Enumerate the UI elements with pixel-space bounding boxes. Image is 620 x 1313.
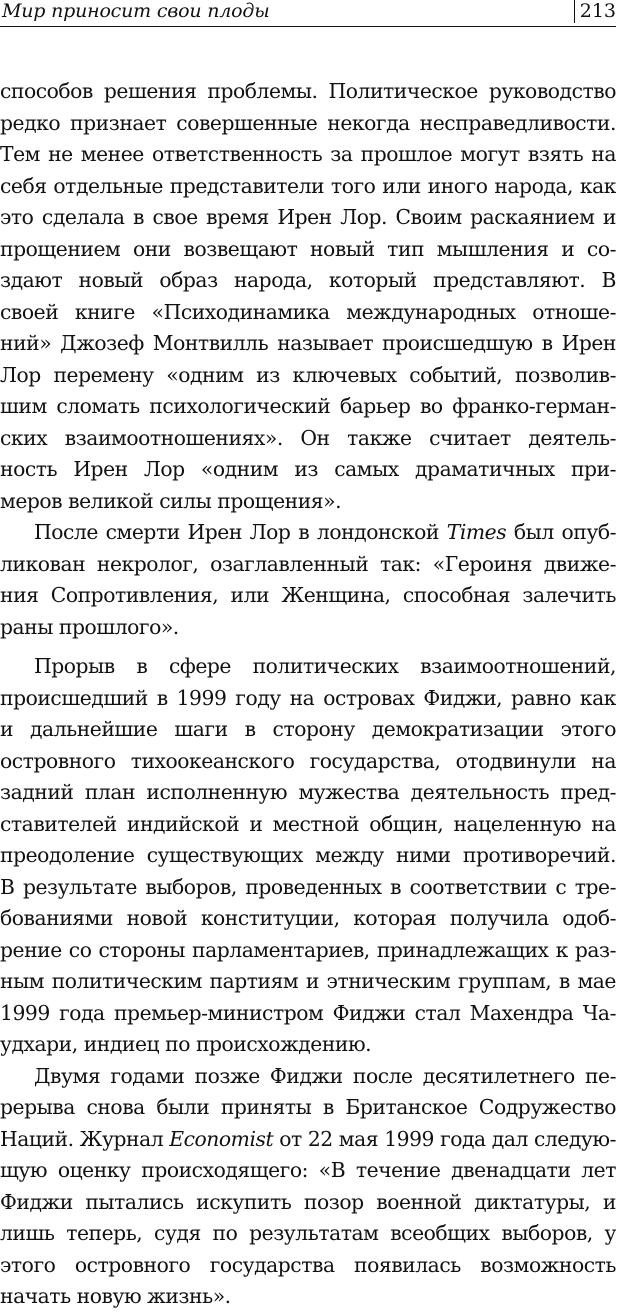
body-text xyxy=(0,76,616,1313)
text-line: и дальнейшие шаги в сторону демократизации этого xyxy=(0,717,616,741)
text-line: В результате выборов, проведенных в соответствии с тре- xyxy=(0,874,616,899)
text-line: здают новый образ народа, который представляют. В xyxy=(0,268,616,292)
text-line: преодоление существующих между ними противоречий. xyxy=(0,843,616,867)
running-title: Мир приносит свои плоды xyxy=(2,0,270,22)
text-line: ным политическим партиям и этническим группам, в мае xyxy=(0,969,616,993)
text-line: меров великой силы прощения». xyxy=(0,488,342,513)
italic-title: Times xyxy=(446,520,507,544)
text-line: щую оценку происходящего: «В течение двенадцати лет xyxy=(0,1158,616,1182)
text-line: этого островного государства появилась возможность xyxy=(0,1252,616,1277)
text-line: способов решения проблемы. Политическое руководство xyxy=(0,79,616,103)
text-line: Тем не менее ответственность за прошлое могут взять на xyxy=(0,142,616,166)
text-line: Двумя годами позже Фиджи после десятилетнего пе- xyxy=(34,1063,616,1088)
text-line: лишь теперь, судя по результатам всеобщих выборов, у xyxy=(0,1221,616,1245)
paragraph xyxy=(0,76,616,517)
paragraph xyxy=(0,651,616,1061)
page-number: 213 xyxy=(574,0,616,23)
text-line: островного тихоокеанского государства, отодвинули на xyxy=(0,748,616,773)
italic-title: Economist xyxy=(169,1126,274,1151)
text-line: ских взаимоотношениях». Он также считает деятель- xyxy=(0,425,616,450)
paragraph xyxy=(0,517,616,643)
text-line: задний план исполненную мужества деятельность пред- xyxy=(0,780,616,804)
text-line: это сделала в свое время Ирен Лор. Своим раскаянием и xyxy=(0,205,616,229)
text-line: Лор перемену «одним из ключевых событий, позволив- xyxy=(0,362,616,387)
text-line: удхари, индиец по происхождению. xyxy=(0,1032,372,1056)
text-line: рерыва снова были приняты в Британское Содружество xyxy=(0,1095,616,1119)
text-line: ния Сопротивления, или Женщина, способная залечить xyxy=(0,583,616,607)
text-line: ставителей индийской и местной общин, нацеленную на xyxy=(0,811,616,836)
text-line: своей книге «Психодинамика международных отноше- xyxy=(0,299,616,324)
text-line: шим сломать психологический барьер во франко-герман- xyxy=(0,394,616,418)
text-line: раны прошлого». xyxy=(0,614,179,639)
text-line: рение со стороны парламентариев, принадлежащих к раз- xyxy=(0,937,616,962)
text-line: Прорыв в сфере политических взаимоотношений, xyxy=(34,654,616,678)
paragraph-gap xyxy=(0,643,616,651)
paragraph xyxy=(0,1061,616,1313)
text-line: ний» Джозеф Монтвилль называет происшедшую в Ирен xyxy=(0,331,616,355)
text-line: 1999 года премьер-министром Фиджи стал Махендра Ча- xyxy=(0,1000,616,1025)
text-line: себя отдельные представители того или иного народа, как xyxy=(0,173,616,198)
text-line: После смерти Ирен Лор в лондонской Times был опуб- xyxy=(34,520,616,544)
text-line: Фиджи пытались искупить позор военной диктатуры, и xyxy=(0,1189,616,1214)
text-line: редко признает совершенные некогда несправедливости. xyxy=(0,110,616,135)
text-line: Наций. Журнал Economist от 22 мая 1999 года дал следую- xyxy=(0,1126,616,1151)
running-header xyxy=(0,0,616,27)
text-line: ность Ирен Лор «одним из самых драматичных при- xyxy=(0,457,616,481)
text-line: начать новую жизнь». xyxy=(0,1284,231,1308)
text-line: прощением они возвещают новый тип мышления и со- xyxy=(0,236,616,261)
text-line: происшедший в 1999 году на островах Фиджи, равно как xyxy=(0,685,616,710)
text-line: бованиями новой конституции, которая получила одоб- xyxy=(0,906,616,930)
text-line: ликован некролог, озаглавленный так: «Героиня движе- xyxy=(0,551,616,576)
